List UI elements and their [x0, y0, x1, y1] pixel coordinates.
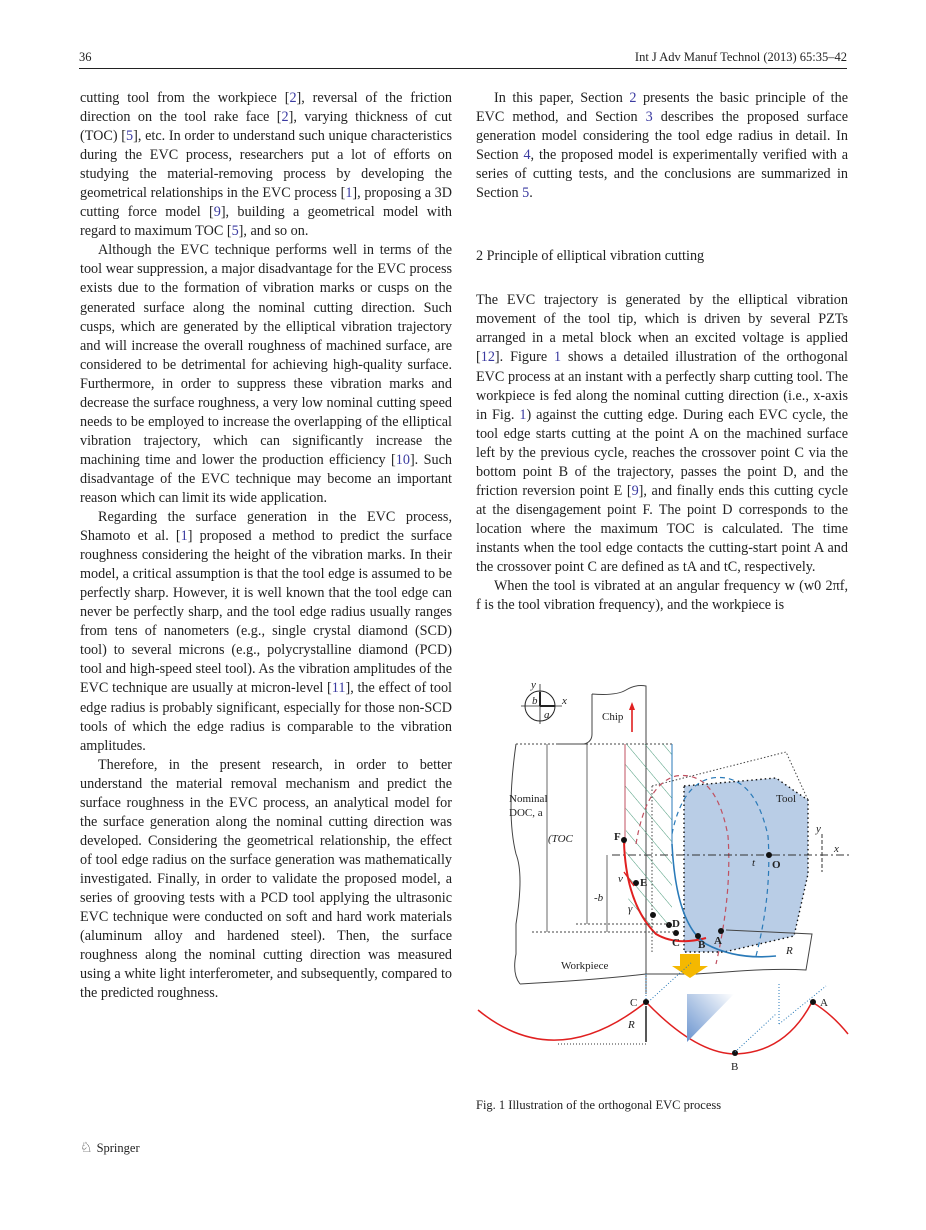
svg-text:Tool: Tool — [776, 793, 797, 805]
svg-text:E: E — [640, 877, 648, 889]
svg-text:x: x — [834, 843, 839, 855]
tool-gradient-shape — [687, 994, 734, 1042]
svg-text:Chip: Chip — [602, 711, 624, 723]
section-link[interactable]: 3 — [645, 109, 653, 126]
right-column — [476, 89, 848, 615]
svg-text:C: C — [672, 937, 680, 949]
section-link[interactable]: 5 — [522, 185, 530, 202]
svg-text:t: t — [752, 857, 756, 869]
paragraph: When the tool is vibrated at an angular frequency w (w0 2πf, f is the tool vibration frequency), and the workpiece is — [476, 578, 848, 614]
figure-link[interactable]: 1 — [519, 406, 527, 423]
evc-illustration — [476, 674, 856, 1094]
svg-text:y: y — [531, 679, 536, 691]
svg-text:DOC, a: DOC, a — [509, 807, 543, 819]
figure-caption: Fig. 1 Illustration of the orthogonal EVC process — [476, 1098, 722, 1112]
svg-text:x: x — [562, 695, 567, 707]
svg-text:γ: γ — [628, 903, 633, 915]
page-footer — [80, 1140, 140, 1157]
svg-text:R: R — [786, 945, 793, 957]
svg-text:D: D — [672, 918, 680, 930]
section-link[interactable]: 4 — [523, 147, 531, 164]
citation-link[interactable]: 11 — [331, 680, 346, 697]
coordinate-icon — [521, 679, 567, 724]
svg-text:b: b — [532, 695, 538, 707]
section-heading: 2 Principle of elliptical vibration cutting — [476, 248, 705, 265]
left-column — [80, 89, 452, 1003]
paragraph: cutting tool from the workpiece [2], reversal of the friction direction on the tool rake face [2], varying thickness of cut (TOC) [5], etc. In order to understand such unique characteristics during the EVC process, researchers put a lot of efforts on studying the material-removing process by developing the geometrical relationships in the EVC process [1], proposing a 3D cutting force model [9], building a geometrical model with regard to maximum TOC [5], and so on. — [80, 90, 452, 240]
svg-text:y: y — [816, 823, 821, 835]
citation-link[interactable]: 2 — [289, 90, 297, 106]
figure-link[interactable]: 1 — [554, 349, 562, 366]
citation-link[interactable]: 1 — [345, 185, 353, 202]
svg-text:B: B — [698, 939, 706, 951]
svg-text:a: a — [544, 709, 550, 721]
citation-link[interactable]: 1 — [180, 528, 188, 545]
springer-logo-icon: ♘ — [80, 1141, 93, 1156]
svg-text:B: B — [731, 1061, 739, 1073]
citation-link[interactable]: 5 — [126, 128, 134, 145]
svg-text:Workpiece: Workpiece — [561, 960, 609, 972]
svg-text:Nominal: Nominal — [509, 793, 548, 805]
paragraph: In this paper, Section 2 presents the basic principle of the EVC method, and Section 3 describes the proposed surface generation model considering the tool edge radius in detail. In Section 4, the proposed model is experimentally verified with a series of cutting tests, and the conclusions are summarized in Section 5. — [476, 90, 849, 202]
citation-link[interactable]: 2 — [281, 109, 289, 126]
header-rule — [79, 68, 847, 69]
svg-text:(TOC: (TOC — [548, 833, 573, 845]
paragraph: Therefore, in the present research, in order to better understand the material removal mechanism and predict the surface roughness in the EVC process, an analytical model for the surface generation along the nominal cutting direction was developed. Considering the geometrical relationship, the effect of tool edge radius on the surface generation was mathematically investigated. Finally, in order to validate the proposed model, a series of grooving tests with a PCD tool applying the ultrasonic EVC technique were conducted on soft and hard work materials (aluminum alloy and hardened steel). Then, the surface roughness along the nominal cutting direction was measured using a white light interferometer, and subsequently, compared to the predicted roughness. — [80, 756, 452, 1002]
svg-text:-b: -b — [594, 892, 604, 904]
page-number: 36 — [79, 50, 92, 64]
citation-link[interactable]: 9 — [631, 482, 639, 499]
citation-link[interactable]: 12 — [480, 349, 495, 366]
figure-1 — [476, 674, 856, 1094]
paragraph: Regarding the surface generation in the EVC process, Shamoto et al. [1] proposed a method to predict the surface roughness considering the height of the vibration marks. In their model, a critical assumption is that the tool edge is assumed to be perfectly sharp. However, it is well known that the tool edge can never be perfectly sharp, and the tool edge radius usually ranges from tens of nanometers (e.g., single crystal diamond (SCD) tool) to several microns (e.g., polycrystalline diamond (PCD) tool and high-speed steel tool). As the vibration amplitudes of the EVC technique are usually at micron-level [11], the effect of tool edge radius is probably significant, especially for those non-SCD tools of which the edge radius is comparable to the vibration amplitudes. — [80, 509, 452, 754]
svg-text:R: R — [628, 1019, 635, 1031]
citation-link[interactable]: 9 — [213, 204, 221, 221]
section-link[interactable]: 2 — [629, 90, 637, 106]
paragraph: The EVC trajectory is generated by the elliptical vibration movement of the tool tip, which is driven by several PZTs arranged in a metal block when an excited voltage is applied [12]. Figure 1 shows a detailed illustration of the orthogonal EVC process at an instant with a perfectly sharp cutting tool. The workpiece is fed along the nominal cutting direction (i.e., x-axis in Fig. 1) against the cutting edge. During each EVC cycle, the tool edge starts cutting at the point A on the machined surface left by the previous cycle, reaches the crossover point C via the bottom point B of the trajectory, passes the point D, and the friction reversion point E [9], and finally ends this cutting cycle at the disengagement point F. The point D corresponds to the location where the maximum TOC is calculated. The time instants when the tool edge contacts the cutting-start point A and the crossover point C are defined as tA and tC, respectively. — [476, 292, 848, 575]
svg-text:A: A — [820, 997, 828, 1009]
journal-citation: Int J Adv Manuf Technol (2013) 65:35–42 — [634, 50, 847, 64]
page-header — [79, 46, 847, 68]
publisher-name: Springer — [96, 1141, 140, 1155]
paragraph: Although the EVC technique performs well in terms of the tool wear suppression, a major disadvantage for the EVC process exists due to the formation of vibration marks or cusps on the generated surface along the nominal cutting direction. Such cusps, which are generated by the elliptical vibration trajectory and will increase the overall roughness of machined surface, are considered to be detrimental for achieving high-quality surface. Furthermore, in order to suppress these vibration marks and decrease the surface roughness, a very low nominal cutting speed needs to be employed to increase the overlapping of the elliptical vibration trajectory, which can significantly increase the machining time and lower the production efficiency [10]. Such disadvantage of the EVC technique may become an important reason which can limit its wide application. — [80, 242, 452, 506]
svg-text:C: C — [630, 997, 638, 1009]
svg-text:A: A — [714, 935, 722, 947]
svg-text:O: O — [772, 859, 781, 871]
svg-text:F: F — [614, 831, 621, 843]
citation-link[interactable]: 10 — [395, 451, 410, 468]
svg-text:v: v — [618, 873, 623, 885]
citation-link[interactable]: 5 — [231, 223, 239, 240]
